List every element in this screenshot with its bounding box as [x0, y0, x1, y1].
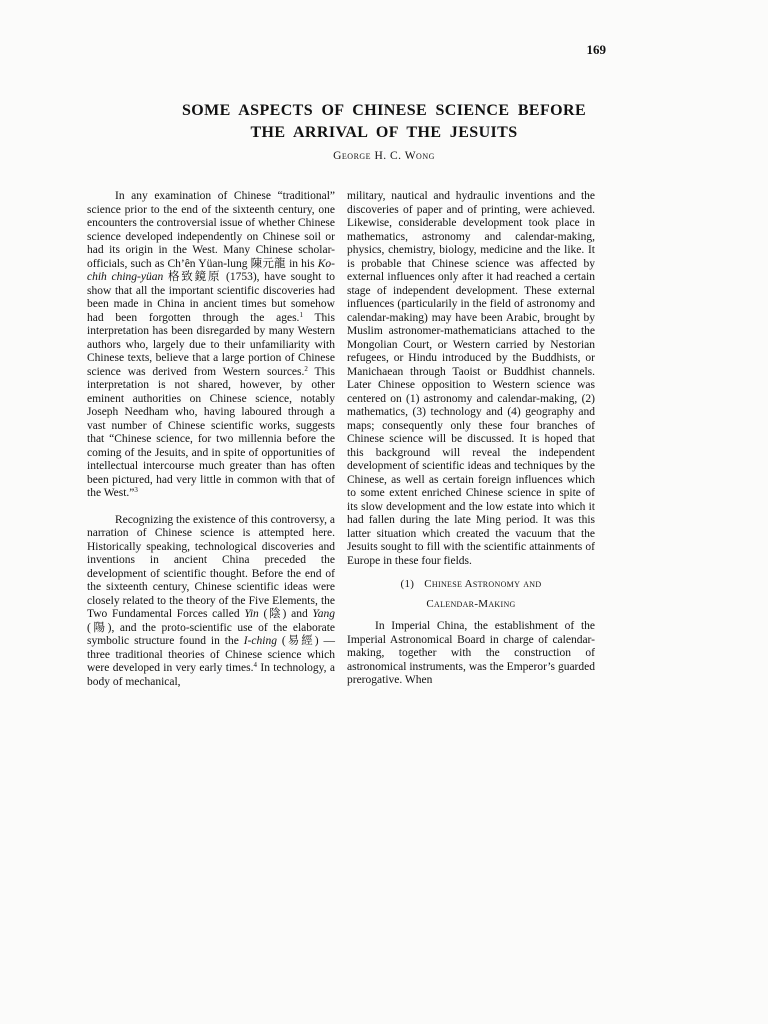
section-title-part-2: Calendar-Making [426, 598, 516, 610]
section-heading-line-1 [347, 577, 595, 591]
italic-term: Yin [244, 608, 259, 620]
footnote-ref: 3 [134, 486, 138, 494]
title-line-1: SOME ASPECTS OF CHINESE SCIENCE BEFORE [181, 102, 587, 119]
footnote-ref: 4 [253, 661, 258, 669]
text-run: (陰) and [258, 608, 313, 620]
text-run: 格致鏡原 (1753), have sought to show that all the important scientific discoveries had been made in China in ancient times but somehow had been forgotten through the ages. [87, 271, 335, 324]
section-number: (1) [400, 578, 415, 590]
paragraph-intro [87, 190, 335, 501]
page-number: 169 [586, 42, 606, 57]
footnote-ref: 2 [304, 364, 308, 373]
text-run: In technology, a body of mechanical, [87, 662, 335, 688]
right-column [347, 190, 595, 688]
article-title [60, 100, 708, 144]
text-run: This interpretation is not shared, however, by other eminent authorities on Chinese science, notably Joseph Needham who, having laboured through a vast number of Chinese scientific works, suggests that “Chinese science, for two millennia before the coming of the Jesuits, and in spite of opportunities of intellectual intercourse much greater than has often been pictured, had very little in common with that of the West.” [87, 365, 336, 499]
paragraph-continued: military, nautical and hydraulic inventions and the discoveries of paper and of printing, were achieved. Likewise, considerable development took place in mathematics, astronomy and calendar-making, physics, chemistry, biology, medicine and the like. It is probable that Chinese science was affected by external influences only after it had reached a certain stage of independent development. These external influences (particularily in the field of astronomy and calendar-making) may have been Arabic, brought by Muslim astronomer-mathematicians attached to the Mongolian Court, or Western carried by Nestorian refugees, or Hindu introduced by the Buddhists, or Manichaean through Taoist or Buddhist channels. Later Chinese opposition to Western science was centered on (1) astronomy and calendar-making, (2) mathematics, (3) technology and (4) geography and maps; consequently only these four branches of Chinese science will be discussed. It is hoped that this background will reveal the independent development of scientific ideas and techniques by the Chinese, as well as certain foreign influences which to some extent enriched Chinese science in spite of its slow development and the low estate into which it had fallen during the late Ming period. It was this latter situation which created the vacuum that the Jesuits sought to fill with the scientific attainments of Europe in these four fields. [347, 190, 595, 567]
text-run: (易經) — three traditional theories of Chinese science which were developed in very early times. [87, 635, 335, 674]
paragraph-astronomy: In Imperial China, the establishment of the Imperial Astronomical Board in charge of calendar-making, together with the construction of astronomical instruments, was the Emperor’s guarded prerogative. When [347, 620, 595, 686]
italic-term: Yang [312, 608, 336, 620]
paragraph-controversy [87, 514, 335, 690]
text-run: This interpretation has been disregarded by many Western authors who, largely due to their unfamiliarity with Chinese texts, believe that a large portion of Chinese science was derived from Western sources. [87, 311, 335, 378]
author-byline: George H. C. Wong [333, 150, 435, 162]
text-run: (陽), and the proto-scientific use of the elaborate symbolic structure found in the [87, 621, 335, 647]
section-heading [347, 577, 595, 611]
footnote-ref: 1 [299, 310, 303, 319]
left-column [87, 190, 335, 689]
italic-title: Ko-chih ching-yüan [87, 257, 335, 283]
italic-term: I-ching [243, 635, 277, 647]
section-title-part-1: Chinese Astronomy and [424, 578, 542, 590]
text-run: Recognizing the existence of this controversy, a narration of Chinese science is attempted here. Historically speaking, technological discoveries and inventions in ancient China preceded the development of scientific thought. Before the end of the sixteenth century, Chinese scientific ideas were closely related to the theory of the Five Elements, the Two Fundamental Forces called [87, 513, 335, 620]
title-line-2: THE ARRIVAL OF THE JESUITS [250, 124, 518, 141]
text-run: In any examination of Chinese “traditional” science prior to the end of the sixteenth century, one encounters the controversial issue of whether Chinese science developed independently on Chinese soil or had its origin in the West. Many Chinese scholar-officials, such as Ch’ên Yüan-lung 陳元龍 in his [87, 190, 335, 270]
